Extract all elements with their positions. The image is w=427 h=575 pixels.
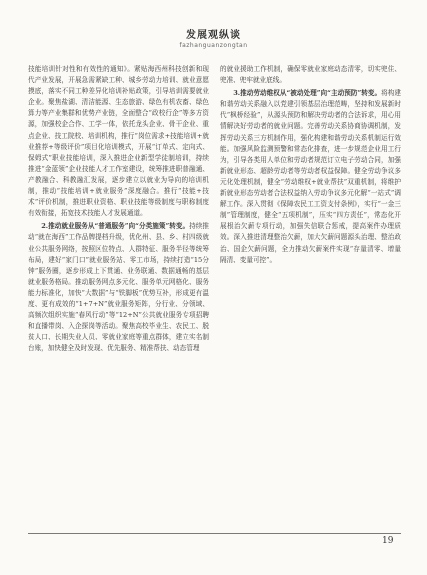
paragraph-lead: 3.推动劳动维权从“被动处理”向“主动预防”转变。	[233, 89, 382, 98]
paragraph	[220, 64, 401, 86]
paragraph	[220, 88, 401, 266]
paragraph-text: 将构建和谐劳动关系融入以党建引领基层治理范畴，坚持和发展新时代“枫桥经验”，从源头预防和解决劳动者的合法诉求，用心用情解决好劳动者的就业问题。完善劳动关系协商协调机制，发挥劳动关系三方机制作用，强化构建和谐劳动关系机制运行效能。加强风险监测预警和常态化排查，进一步规范企业用工行为，引导各类用人单位和劳动者规范订立电子劳动合同，加强新就业形态、超龄劳动者等劳动者权益保障。健全劳动争议多元化处理机制，健全“劳动维权+就业帮扶”双重机制，将维护新就业形态劳动者合法权益纳入劳动争议多元化解“一站式”调解工作。深入贯彻《保障农民工工资支付条例》，实行“一金三制”管理制度，健全“五项机制”，压实“四方责任”，常态化开展根治欠薪专项行动，加强失信联合惩戒，提高案件办理质效。深入推进清理整治欠薪，加大欠薪问题源头治理、整治政治、国企欠薪问题，全力推动欠薪案件实现“存量清零、增量隔清、变量可控”。	[220, 89, 401, 264]
page-number: 19	[382, 536, 394, 546]
footer-divider	[28, 533, 401, 534]
paragraph-text: 持续推动“就在海西”工作品牌提档升级，优化州、县、乡、村四级就业公共服务网络，按照区位特点、人群特征、服务半径等统筹布局，建好“家门口”就业服务站、零工市场，持续打造“15分钟”服务圈，逐步形成上下贯通、业务联通、数据通畅的基层就业服务格局。推动服务网点多元化、服务单元网格化、服务能力标准化，加快“大数据”与“铁脚板”优势互补，形成更有温度、更有成效的“1+7+N”就业服务矩阵，分行业、分领域、高频次组织实施“春风行动”等“12+N”公共就业服务专项招聘和直播带岗、入企探岗等活动。聚焦高校毕业生、农民工、脱贫人口、长期失业人员、零就业家庭等重点群体，建立实名制台账，加快健全及时发现、优先服务、精准帮扶、动态管理	[28, 222, 209, 353]
page-header	[0, 26, 427, 49]
right-text-column	[220, 64, 401, 514]
paragraph-text: 技能培训针对性和有效性的通知》。紧贴海西州科技创新和现代产业发展，开展急需紧缺工种、城乡劳动力培训、就业意愿摸底，落实不同工种差异化培训补贴政策，引导培训需要就业企业。聚焦盐湖、清洁能源、生态旅游、绿色有机农畜、绿色算力等产业集群和优势产业链，全面整合“政校行企”等多方资源，加强校企合作、工学一体，依托龙头企业、骨干企业、重点企业、技工院校、培训机构，推行“岗位需求+技能培训+就业推荐+等级评价”项目化培训模式，开展“订单式、定向式、保姆式”职业技能培训，深入推进企业新型学徒制培训，持续推进“金蓝领”企业技能人才工作室建设，统筹推进职普融通、产教融合、科教融汇发展，逐步建立以就业为导向的培训机制，推动“技能培训+就业服务”深度融合。推行“技能+技术”评价机制，推进职业资格、职业技能等级制度与职称制度有效衔接，拓宽技术技能人才发展通道。	[28, 65, 209, 218]
paragraph	[28, 64, 209, 219]
column-title-pinyin: fazhanguanzongtan	[179, 42, 248, 49]
column-title: 发展观纵谈	[186, 30, 241, 41]
left-text-column	[28, 64, 209, 514]
paragraph-lead: 2.推动就业服务从“普通服务”向“分类施策”转变。	[41, 222, 190, 231]
paragraph-text: 的就业援助工作机制，确保零就业家庭动态清零，切实兜住、兜准、兜牢就业底线。	[220, 65, 401, 85]
paragraph	[28, 221, 209, 354]
